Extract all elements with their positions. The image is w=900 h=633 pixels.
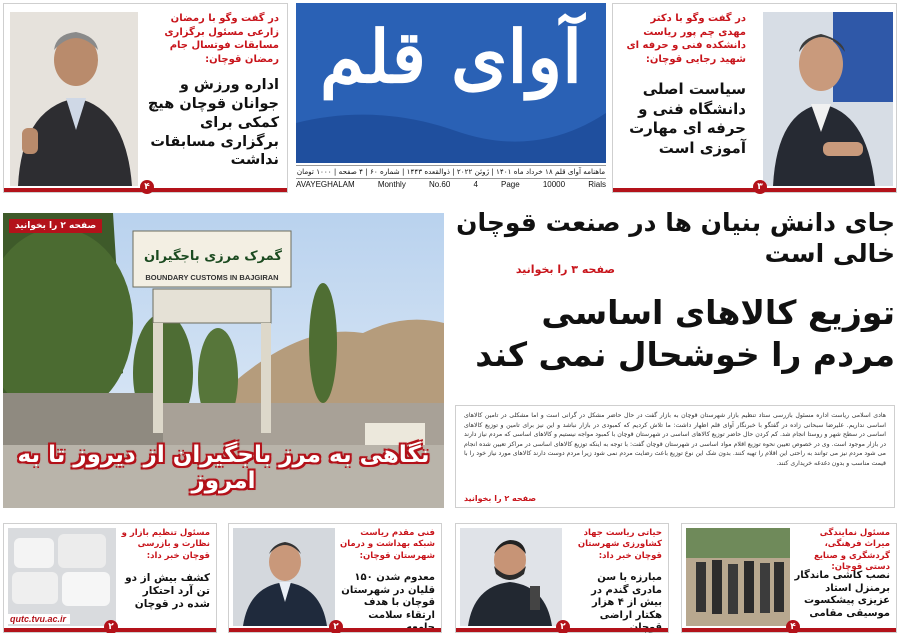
flour-kicker: مسئول تنظیم بازار و نظارت و بازرسی قوچان خبر داد: (121, 528, 210, 561)
hookah-page-number: ۲ (329, 620, 343, 633)
wheat-title: مبارزه با سن مادری گندم در بیش از ۴ هزار هکتار اراضی (591, 572, 662, 621)
headline1-read-more[interactable]: صفحه ۳ را بخوانید (515, 263, 615, 276)
feature-caption: نگاهی به مرز باجگیران از دیروز تا به امروز (17, 442, 430, 494)
masthead-info-en (296, 179, 606, 191)
agri-official-photo (460, 528, 562, 626)
feature-read-tag[interactable]: صفحه ۲ را بخوانید (9, 219, 102, 233)
flour-photo (8, 528, 116, 626)
en-page-label: Page (501, 180, 520, 189)
wheat-kicker: حیاتی ریاست جهاد کشاورزی شهرستان قوچان خبر داد: (577, 528, 662, 561)
masthead-logo (296, 3, 606, 163)
official-photo (10, 12, 138, 186)
portrait-man-icon (233, 528, 335, 626)
masthead-title: آوای قلم (319, 14, 583, 99)
main-article-box (455, 405, 895, 508)
top-left-page-number: ۴ (140, 180, 154, 194)
article-read-more[interactable]: صفحه ۲ را بخوانید (464, 494, 537, 503)
dean-photo (763, 12, 893, 186)
portrait-man-icon (763, 12, 893, 186)
top-right-title: سیاست اصلی دانشگاه فنی و حرفه ای مهارت آموزی است (629, 80, 746, 157)
top-right-page-number: ۳ (753, 180, 767, 194)
bottom-story-tile[interactable] (681, 523, 897, 633)
portrait-man-icon (10, 12, 138, 186)
ceremony-photo (686, 528, 790, 626)
main-article-body: هادی اسلامی ریاست اداره مسئول بازرسی ستاد تنظیم بازار شهرستان قوچان به بازار گفت در حال حاضر مشکل در گرانی است و اما مشکلی در تامین کالاهای اساسی نداریم. علیرضا سبحانی زاده در گفتگو با خبرنگار آوای قلم اظهار داشت: ما تلاش کردیم که کمبودی در بازار نباشد و این نیز برای تامین و توزیع کالاهای اساسی در سطح شهر و روستا انجام شد. کم کردن حال حاضر توزیع کالاهای اساسی در شهرستان قوچان با کمبود مواجه نیستیم و کالاهای اساسی که مردم نیاز دارند در بازار موجود است. وی در خصوص تعیین نحوه توزیع اقلام مواد اساسی در شهرستان قوچان گفت: با توجه به اینکه توزیع کالاهای اساسی در مراکز تعیین شده انجام می شود مردم نیز می توانند به راحتی این اقلام را تهیه کنند. بدون شک این نوع توزیع باعث رضایت مردم نمی شود زیرا مردم دوست دارند کالاهای مورد نیاز خود را با قیمت مناسب و بدون دغدغه خریداری کنند. (464, 412, 886, 467)
flour-sacks-icon (8, 528, 116, 626)
en-pages: 4 (473, 180, 478, 189)
border-sign-en: BOUNDARY CUSTOMS IN BAJGIRAN (145, 273, 279, 282)
masthead-info-fa: ماهنامه آوای قلم ۱۸ خرداد ماه ۱۴۰۱ | ژوئن ۲۰۲۲ | ذوالقعده ۱۴۴۳ | شماره ۶۰ | ۴ صفحه | ۱۰۰۰ تومان (296, 165, 606, 179)
tile-kicker: مسئول نمایندگی میراث فرهنگی، گردشگری و صنایع دستی قوچان: (813, 528, 890, 573)
en-currency: Rials (588, 180, 606, 189)
bottom-story-wheat[interactable] (455, 523, 669, 633)
en-number: No.60 (428, 180, 451, 189)
flour-title: کشف بیش از دو تن آرد احتکار شده در قوچان (125, 572, 210, 611)
top-left-title: اداره ورزش و جوانان قوچان هیچ کمکی برای برگزاری مسابقات نداشت (147, 77, 279, 169)
health-official-photo (233, 528, 335, 626)
tile-title: نصب کاشی ماندگار برمنزل استاد عزیزی پیشکسوت موسیقی مقامی (794, 570, 890, 619)
border-sign-fa: گمرک مرزی باجگیران (144, 249, 282, 264)
headline-knowledge-based[interactable]: جای دانش بنیان ها در صنعت قوچان خالی است (456, 208, 895, 268)
en-monthly: Monthly (377, 180, 406, 189)
tile-page-number: ۴ (786, 620, 800, 633)
en-name: AVAYEGHALAM (296, 180, 355, 189)
hookah-kicker: فنی مقدم ریاست شبکه بهداشت و درمان شهرستان قوچان: (339, 528, 435, 561)
headline-distribution[interactable]: توزیع کالاهای اساسی مردم را خوشحال نمی کند (475, 293, 895, 375)
wheat-page-number: ۲ (556, 620, 570, 633)
flour-page-number: ۲ (104, 620, 118, 633)
ceremony-group-icon (686, 528, 790, 626)
top-right-story[interactable] (612, 3, 897, 193)
hookah-title: معدوم شدن ۱۵۰ قلیان در شهرستان قوچان با هدف ارتقاء سلامت (341, 572, 435, 621)
en-price: 10000 (542, 180, 566, 189)
top-right-kicker: در گفت وگو با دکتر مهدی چم پور ریاست دانشکده فنی و حرفه ای شهید رجایی قوچان: (626, 13, 746, 65)
footer-url[interactable]: qutc.tvu.ac.ir (6, 614, 70, 624)
bottom-story-hookah[interactable] (228, 523, 442, 633)
top-left-story[interactable] (3, 3, 288, 193)
top-left-kicker: در گفت وگو با رمضان زارعی مسئول برگزاری مسابقات فوتسال جام رمضان قوچان: (164, 13, 279, 65)
feature-photo[interactable] (3, 213, 444, 508)
portrait-man-icon (460, 528, 562, 626)
